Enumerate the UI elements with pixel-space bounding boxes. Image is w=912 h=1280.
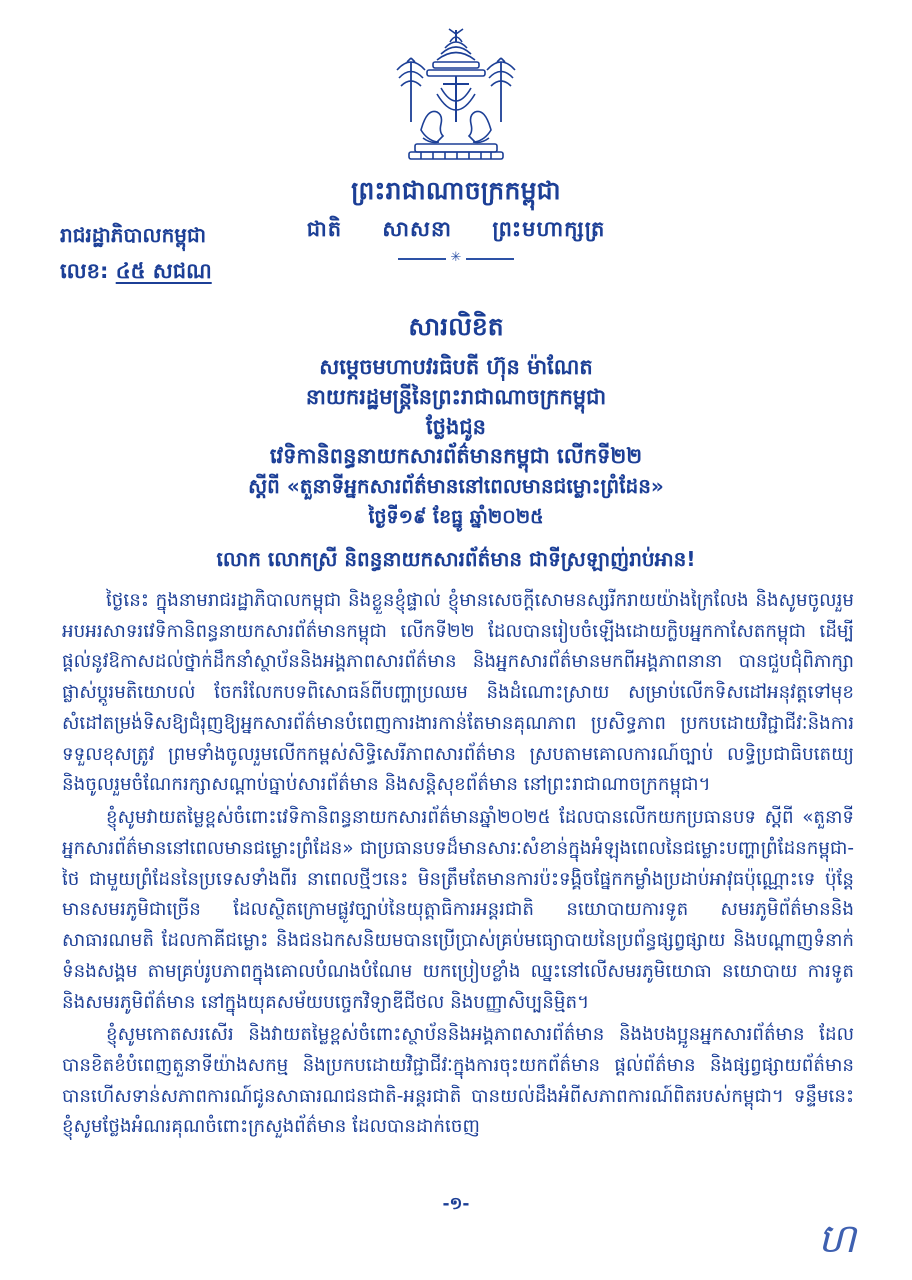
motto-religion: សាសនា (382, 217, 452, 241)
page-title: សារលិខិត (408, 312, 504, 341)
document-date: ថ្ងៃទី១៩ ខែធ្នូ ឆ្នាំ២០២៥ (368, 505, 544, 528)
body-paragraph-1: ថ្ងៃនេះ ក្នុងនាមរាជរដ្ឋាភិបាលកម្ពុជា និងខ្លួនខ្ញុំផ្ទាល់ ខ្ញុំមានសេចក្តីសោមនស្សរីករាយយ៉ាងក្រៃលែង និងសូមចូលរួមអបអរសាទរវេទិកានិពន្ធនាយកសារព័ត៌មានកម្ពុជា លើកទី២២ ដែលបានរៀបចំឡើងដោយក្លិបអ្នកកាសែតកម្ពុជា ដើម្បីផ្តល់នូវឱកាសដល់ថ្នាក់ដឹកនាំស្ថាប័ននិងអង្គភាពសារព័ត៌មាន និងអ្នកសារព័ត៌មានមកពីអង្គភាពនានា បានជួបជុំពិភាក្សាផ្លាស់ប្តូរមតិយោបល់ ចែករំលែកបទពិសោធន៍ពីបញ្ហាប្រឈម និងដំណោះស្រាយ សម្រាប់លើកទិសដៅអនុវត្តទៅមុខ សំដៅតម្រង់ទិសឱ្យជំរុញឱ្យអ្នកសារព័ត៌មានបំពេញការងារកាន់តែមានគុណភាព ប្រសិទ្ធភាព ប្រកបដោយវិជ្ជាជីវៈនិងការទទួលខុសត្រូវ ព្រមទាំងចូលរួមលើកកម្ពស់សិទ្ធិសេរីភាពសារព័ត៌មាន ស្របតាមគោលការណ៍ច្បាប់ លទ្ធិប្រជាធិបតេយ្យ និងចូលរួមចំណែករក្សាសណ្តាប់ធ្នាប់សារព័ត៌មាន និងសន្តិសុខព័ត៌មាន នៅព្រះរាជាណាចក្រកម្ពុជា។ (62, 590, 854, 796)
motto-king: ព្រះមហាក្សត្រ (492, 217, 606, 241)
motto-nation: ជាតិ (306, 217, 343, 241)
document-body (62, 586, 854, 1145)
reference-number-block (60, 258, 212, 289)
divider-line-right (466, 258, 514, 260)
page-number: -១- (442, 1194, 470, 1214)
title-line-1: សម្តេចមហាបវរធិបតី ហ៊ុន ម៉ាណែត (319, 355, 593, 379)
reference-number: ៤៥ សជណ (115, 259, 212, 283)
royal-emblem (0, 26, 912, 166)
title-line-4: វេទិកានិពន្ធនាយកសារព័ត៌មានកម្ពុជា លើកទី២២ (269, 444, 643, 469)
body-paragraph-3: ខ្ញុំសូមកោតសរសើរ និងវាយតម្លៃខ្ពស់ចំពោះស្ថាប័ននិងអង្គភាពសារព័ត៌មាន និងងបងប្អូនអ្នកសារព័ត៌មាន ដែលបានខិតខំបំពេញតួនាទីយ៉ាងសកម្ម និងប្រកបដោយវិជ្ជាជីវៈក្នុងការចុះយកព័ត៌មាន ផ្តល់ព័ត៌មាន និងផ្សព្វផ្សាយព័ត៌មានបានហើសទាន់សភាពការណ៍ជូនសាធារណជនជាតិ-អន្តរជាតិ បានយល់ដឹងអំពីសភាពការណ៍ពិតរបស់កម្ពុជា។ ទន្ទឹមនេះ ខ្ញុំសូមថ្លែងអំណរគុណចំពោះក្រសួងព័ត៌មាន ដែលបានដាក់ចេញ (62, 1024, 854, 1138)
title-line-5: ស្តីពី «តួនាទីអ្នកសារព័ត៌មាននៅពេលមានជម្លោះព្រំដែន» (248, 474, 664, 499)
divider-line-left (398, 258, 446, 260)
signature-mark: ហ (817, 1216, 856, 1262)
title-line-2: នាយករដ្ឋមន្ត្រីនៃព្រះរាជាណាចក្រកម្ពុជា (305, 384, 607, 409)
reference-label: លេខ: (60, 259, 109, 283)
body-paragraph-2: ខ្ញុំសូមវាយតម្លៃខ្ពស់ចំពោះវេទិកានិពន្ធនាយកសារព័ត៌មានឆ្នាំ២០២៥ ដែលបានលើកយកប្រធានបទ ស្តីពី «តួនាទីអ្នកសារព័ត៌មាននៅពេលមានជម្លោះព្រំដែន» ជាប្រធានបទដ៏មានសារៈសំខាន់ក្នុងអំឡុងពេលនៃជម្លោះបញ្ហាព្រំដែនកម្ពុជា-ថៃ ជាមួយព្រំដែននៃប្រទេសទាំងពីរ នាពេលថ្មីៗនេះ មិនត្រឹមតែមានការប៉ះទង្គិចផ្នែកកម្លាំងប្រដាប់អាវុធប៉ុណ្ណោះទេ ប៉ុន្តែមានសមរភូមិជាច្រើន ដែលស្ថិតក្រោមផ្លូវច្បាប់នៃយុត្តាធិការអន្តរជាតិ នយោបាយការទូត សមរភូមិព័ត៌មាននិងសាធារណមតិ ដែលកាគីជម្លោះ និងជនឯកសនិយមបានប្រើប្រាស់គ្រប់មធ្យោបាយនៃប្រព័ន្ធផ្សព្វផ្សាយ និងបណ្តាញទំនាក់ទំនងសង្គម តាមគ្រប់រូបភាពក្នុងគោលបំណងបំណែម យកប្រៀបខ្លាំង ឈ្នះនៅលើសមរភូមិយោធា នយោបាយ ការទូត និងសមរភូមិព័ត៌មាន នៅក្នុងយុគសម័យបច្ចេកវិទ្យាឌីជីថល និងបញ្ញាសិប្បនិម្មិត។ (62, 807, 854, 1013)
divider-star-icon: ✳ (450, 250, 462, 265)
royal-emblem-cambodia-icon (371, 26, 541, 166)
document-title-block (60, 312, 852, 533)
title-line-3: ថ្លែងជូន (426, 414, 486, 439)
salutation: លោក លោកស្រី និពន្ធនាយកសារព័ត៌មាន ជាទីស្រឡាញ់រាប់អាន! (216, 547, 696, 571)
kingdom-title: ព្រះរាជាណាចក្រកម្ពុជា (351, 176, 561, 205)
government-line: រាជរដ្ឋាភិបាលកម្ពុជា (60, 223, 206, 247)
